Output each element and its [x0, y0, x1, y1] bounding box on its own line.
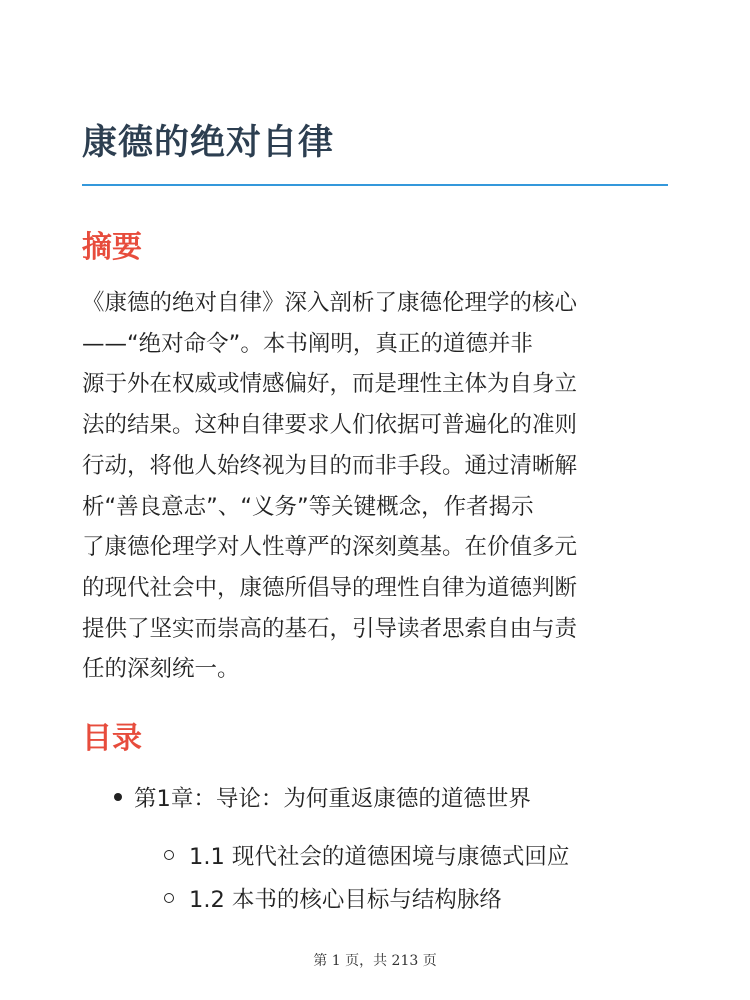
- abstract-line: 行动，将他人始终视为目的而非手段。通过清晰解: [82, 452, 578, 479]
- abstract-line: 《康德的绝对自律》深入剖析了康德伦理学的核心: [82, 290, 578, 316]
- toc-section-item: [189, 839, 569, 871]
- abstract-line: 法的结果。这种自律要求人们依据可普遍化的准则: [82, 412, 578, 439]
- toc-heading: 目录: [82, 721, 142, 756]
- abstract-line: 任的深刻统一。: [82, 656, 240, 683]
- bullet-disc-icon: [114, 793, 122, 801]
- abstract-line: 提供了坚实而崇高的基石，引导读者思索自由与责: [82, 615, 578, 642]
- toc-chapter-label: 第1章：导论：为何重返康德的道德世界: [134, 786, 531, 812]
- toc-chapter-item: [134, 781, 531, 813]
- bullet-circle-icon: [164, 850, 174, 860]
- abstract-heading: 摘要: [82, 230, 142, 265]
- bullet-circle-icon: [164, 893, 174, 903]
- title-divider: [82, 184, 668, 186]
- toc-section-item: [189, 882, 502, 914]
- abstract-line: ——“绝对命令”。本书阐明，真正的道德并非: [82, 330, 533, 357]
- page-footer: 第 1 页，共 213 页: [313, 953, 437, 969]
- abstract-line: 了康德伦理学对人性尊严的深刻奠基。在价值多元: [82, 534, 578, 561]
- toc-section-label: 1.2 本书的核心目标与结构脉络: [189, 887, 502, 913]
- abstract-paragraph: [82, 283, 672, 690]
- abstract-line: 源于外在权威或情感偏好，而是理性主体为自身立: [82, 371, 578, 398]
- toc-section-label: 1.1 现代社会的道德困境与康德式回应: [189, 844, 570, 870]
- abstract-line: 的现代社会中，康德所倡导的理性自律为道德判断: [82, 574, 578, 601]
- abstract-line: 析“善良意志”、“义务”等关键概念，作者揭示: [82, 493, 534, 520]
- page-title: 康德的绝对自律: [82, 123, 335, 163]
